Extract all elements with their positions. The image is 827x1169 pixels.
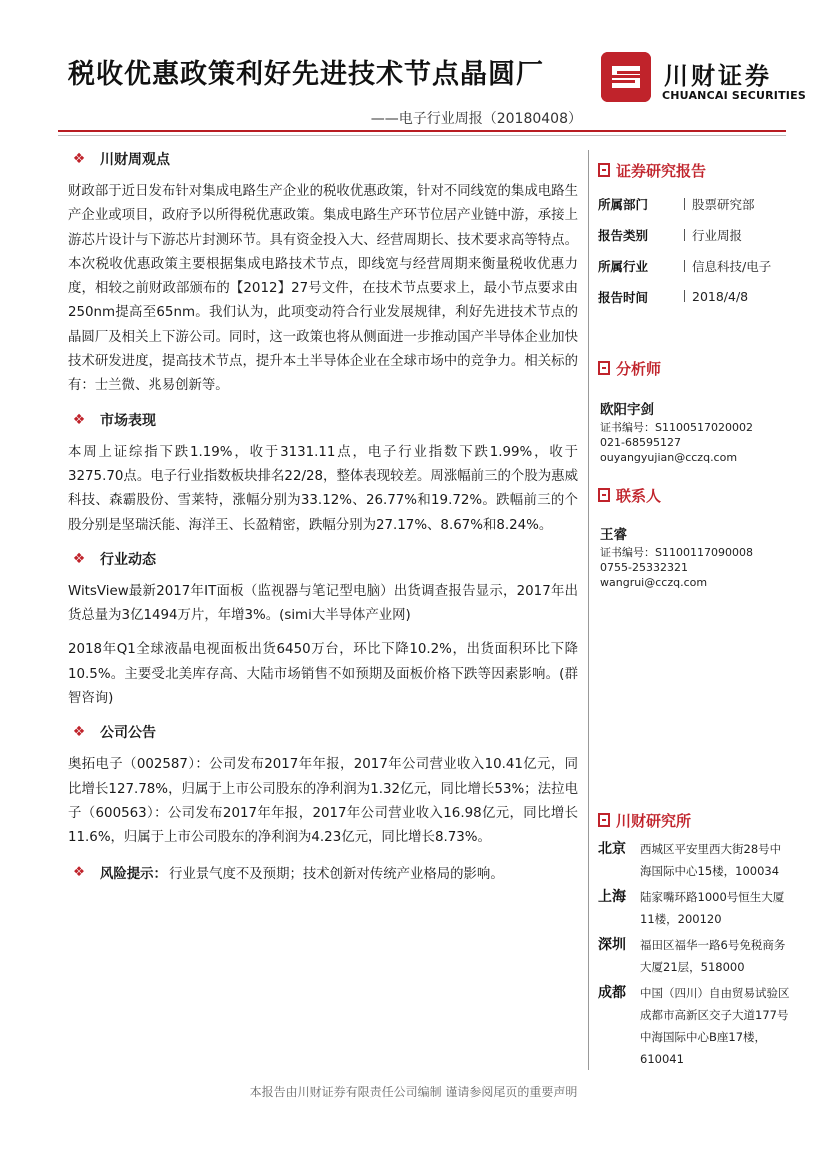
- section-paragraph: WitsView最新2017年IT面板（监视器与笔记型电脑）出货调查报告显示，2017年出货总量为3亿1494万片，年增3%。(simi大半导体产业网): [68, 583, 578, 624]
- office-entry: 上海 陆家嘴环路1000号恒生大厦11楼，200120: [598, 889, 785, 926]
- institute-panel: [598, 810, 793, 1074]
- heading-marker-icon: [598, 361, 610, 375]
- risk-warning: [72, 861, 578, 885]
- section-paragraph: 财政部于近日发布针对集成电路生产企业的税收优惠政策，针对不同线宽的集成电路生产企业或项目，政府予以所得税优惠政策。集成电路生产环节位居产业链中游，承接上游芯片设计与下游芯片封测环节。具有资金投入大、经营周期长、技术要求高等特点。本次税收优惠政策主要根据集成电路技术节点，即线宽与经营周期来衡量税收优惠力度，相较之前财政部颁布的【2012】27号文件，在技术节点要求上，最小节点要求由250nm提高至65nm。我们认为，此项变动符合行业发展规律，利好先进技术节点的晶圆厂及相关上下游公司。同时，这一政策也将从侧面进一步推动国产半导体企业加快技术研发进度，提高技术节点，提升本土半导体企业在全球市场中的竞争力。相关标的有：士兰微、兆易创新等。: [68, 184, 578, 394]
- heading-marker-icon: [598, 163, 610, 177]
- section-heading: 行业动态: [100, 551, 156, 568]
- diamond-bullet-icon: ❖: [72, 151, 86, 167]
- info-row: 所属部门 股票研究部: [598, 196, 755, 212]
- institute-heading: 川财研究所: [616, 811, 692, 830]
- report-info-panel: [598, 160, 793, 312]
- risk-label: 风险提示：: [100, 867, 167, 883]
- risk-text: 行业景气度不及预期；技术创新对传统产业格局的影响。: [168, 867, 504, 883]
- contact-name: 王睿: [600, 527, 627, 543]
- report-title: 税收优惠政策利好先进技术节点晶圆厂: [68, 59, 544, 90]
- section-paragraph: 本周上证综指下跌1.19%，收于3131.11点，电子行业指数下跌1.99%，收于3275.70点。电子行业指数板块排名22/28，整体表现较差。周涨幅前三的个股为惠威科技、森霸股份、雪莱特，涨幅分别为33.12%、26.77%和19.72%。跌幅前三的个股分别是坚瑞沃能、海洋王、长盈精密，跌幅分别为27.17%、8.67%和8.24%。: [68, 444, 578, 533]
- main-content: [68, 148, 578, 885]
- info-row: 报告类别 行业周报: [598, 227, 743, 243]
- header-rule: [58, 130, 786, 132]
- section-heading: 市场表现: [100, 412, 156, 429]
- section-market: [68, 409, 578, 538]
- brand-name-cn: 川财证券: [664, 62, 772, 90]
- office-entry: 北京 西城区平安里西大街28号中海国际中心15楼，100034: [598, 841, 782, 878]
- info-row: 所属行业 信息科技/电子: [598, 258, 772, 274]
- section-heading: 公司公告: [100, 725, 156, 742]
- section-announcements: [68, 721, 578, 850]
- contact-email[interactable]: wangrui@cczq.com: [600, 576, 708, 589]
- section-industry: [68, 548, 578, 711]
- contact-panel: [598, 485, 793, 590]
- page-footer: 本报告由川财证券有限责任公司编制 谨请参阅尾页的重要声明: [249, 1085, 578, 1099]
- section-paragraph: 奥拓电子（002587）：公司发布2017年年报，2017年公司营业收入10.41亿元，同比增长127.78%，归属于上市公司股东的净利润为1.32亿元，同比增长53%；法拉电子（600563）：公司发布2017年年报，2017年公司营业收入16.98亿元，同比增长11.6%，归属于上市公司股东的净利润为4.23亿元，同比增长8.73%。: [68, 757, 578, 846]
- analyst-email[interactable]: ouyangyujian@cczq.com: [600, 451, 738, 464]
- office-entry: 深圳 福田区福华一路6号免税商务大厦21层，518000: [598, 937, 786, 974]
- heading-marker-icon: [598, 488, 610, 502]
- contact-phone: 0755-25332321: [600, 561, 688, 574]
- section-heading: 川财周观点: [100, 152, 170, 168]
- analyst-panel: [598, 358, 793, 465]
- analyst-phone: 021-68595127: [600, 436, 681, 449]
- analyst-heading: 分析师: [616, 359, 662, 378]
- diamond-bullet-icon: ❖: [72, 865, 85, 881]
- office-entry: 成都 中国（四川）自由贸易试验区成都市高新区交子大道177号中海国际中心B座17楼，610041: [598, 985, 790, 1066]
- brand-name-en: CHUANCAI SECURITIES: [662, 89, 806, 102]
- report-subtitle: ——电子行业周报（20180408）: [370, 111, 582, 127]
- diamond-bullet-icon: ❖: [72, 724, 86, 741]
- chuancai-logo-icon: [601, 52, 651, 102]
- contact-heading: 联系人: [616, 486, 662, 505]
- report-info-heading: 证券研究报告: [616, 161, 707, 180]
- contact-cert: 证书编号：S1100117090008: [600, 546, 753, 559]
- section-weekly-view: [68, 148, 578, 399]
- header-rule-thin: [58, 135, 786, 136]
- diamond-bullet-icon: ❖: [72, 550, 86, 567]
- analyst-cert: 证书编号：S1100517020002: [600, 421, 753, 434]
- info-row: 报告时间 2018/4/8: [598, 289, 749, 305]
- section-paragraph: 2018年Q1全球液晶电视面板出货6450万台，环比下降10.2%，出货面积环比下降10.5%。主要受北美库存高、大陆市场销售不如预期及面板价格下跌等因素影响。(群智咨询): [68, 642, 578, 707]
- diamond-bullet-icon: ❖: [72, 411, 86, 428]
- heading-marker-icon: [598, 813, 610, 827]
- column-divider: [588, 150, 589, 1070]
- analyst-name: 欧阳宇剑: [600, 402, 654, 418]
